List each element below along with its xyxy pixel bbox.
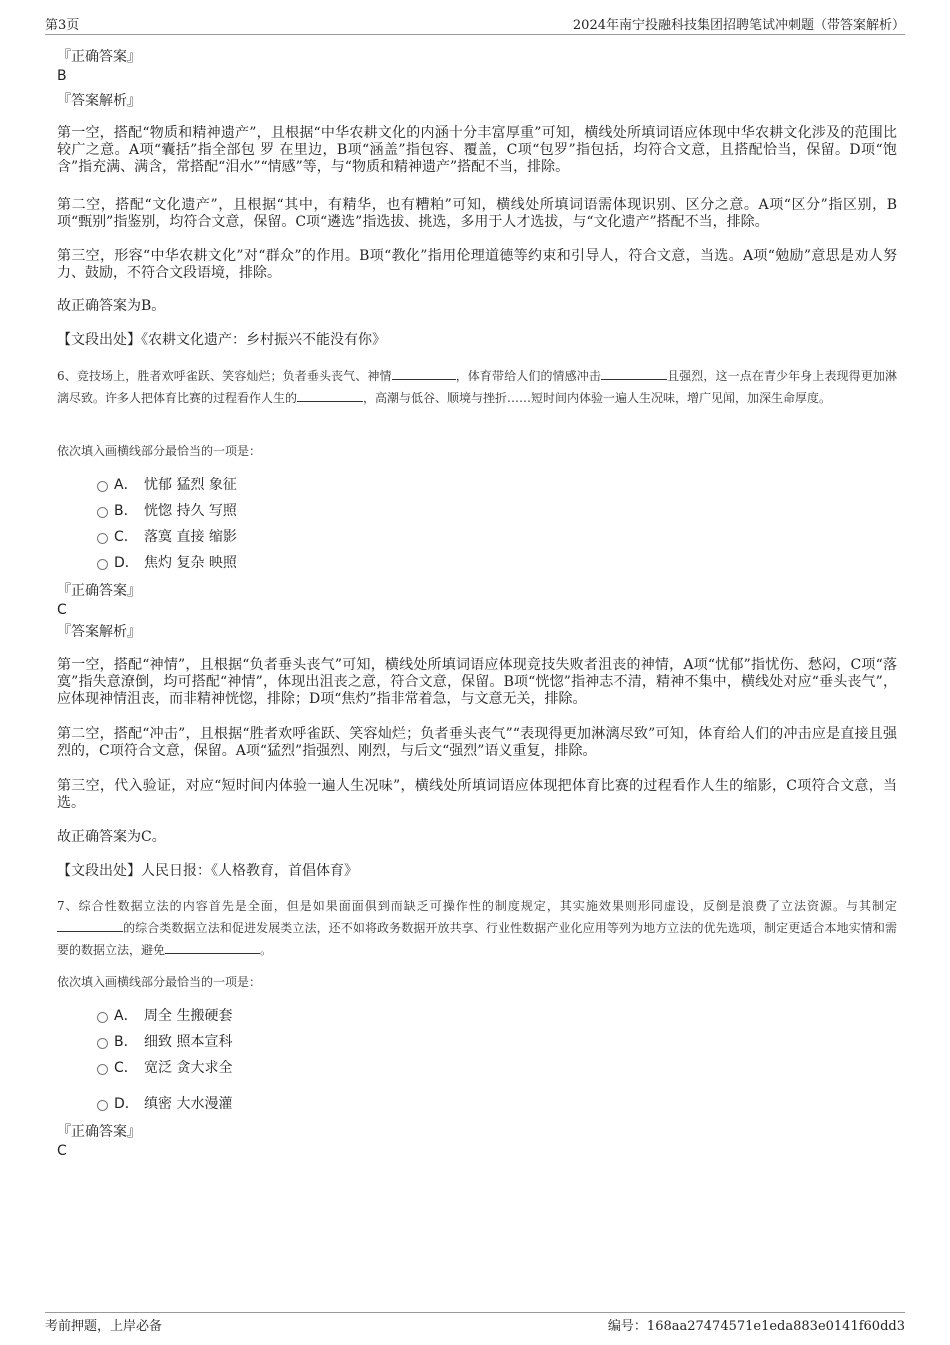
q6-correct-label: 『正确答案』 (57, 583, 141, 599)
document-title: 2024年南宁投融科技集团招聘笔试冲刺题（带答案解析） (572, 18, 905, 33)
q6-option-d[interactable]: D． 焦灼 复杂 映照 (97, 554, 237, 572)
q6-stem: 6、竞技场上，胜者欢呼雀跃、笑容灿烂；负者垂头丧气、神情 ，体育带给人们的情感冲击 且强烈，这一点在青少年身上表现得更加淋漓尽致。许多人把体育比赛的过程看作人生的 ，高潮与低谷、顺境与挫折……短时间内体验一遍人生况味，增广见闻，加深生命厚度。 (57, 365, 897, 409)
q7-stem: 7、综合性数据立法的内容首先是全面，但是如果面面俱到而缺乏可操作性的制度规定，其实施效果则形同虚设，反倒是浪费了立法资源。与其制定的综合类数据立法和促进发展类立法，还不如将政务数据开放共享、行业性数据产业化应用等列为地方立法的优先选项，制定更适合本地实情和需要的数据立法，避免 。 (57, 899, 897, 957)
q6-instruction: 依次填入画横线部分最恰当的一项是： (57, 444, 262, 458)
page-header (45, 14, 905, 35)
q5-analysis-1: 第一空，搭配“物质和精神遗产”，且根据“中华农耕文化的内涵十分丰富厚重”可知，横线处所填词语应体现中华农耕文化涉及的范围比较广之意。A项“囊括”指全部包 罗 在里边，B项“涵盖”指包容、覆盖，C项“包罗”指包括，均符合文意，且搭配恰当，保留。D项“饱含”指充满、满含，常搭配“泪水”“情感”等，与“物质和精神遗产”搭配不当，排除。 (57, 125, 897, 175)
footer-slogan: 考前押题，上岸必备 (45, 1319, 163, 1334)
q5-correct-label: 『正确答案』 (57, 49, 141, 65)
radio-icon[interactable] (97, 559, 108, 570)
q7-correct-label: 『正确答案』 (57, 1124, 141, 1140)
blank[interactable] (165, 939, 260, 954)
q5-analysis-label: 『答案解析』 (57, 93, 141, 109)
blank[interactable] (392, 365, 456, 380)
source-tag: 【文段出处】 (57, 863, 141, 879)
q5-answer: B (57, 68, 67, 84)
q5-source-text: 《农耕文化遗产：乡村振兴不能没有你》 (141, 332, 386, 348)
q5-conclusion: 故正确答案为B。 (57, 298, 166, 314)
q7-option-c[interactable]: C． 宽泛 贪大求全 (97, 1059, 232, 1077)
q7-answer: C (57, 1143, 67, 1159)
q6-answer: C (57, 602, 67, 618)
blank[interactable] (601, 365, 667, 380)
page-number: 第3页 (45, 18, 80, 33)
document-id: 编号：168aa27474571e1eda883e0141f60dd3 (607, 1319, 905, 1334)
q6-analysis-2: 第二空，搭配“冲击”，且根据“胜者欢呼雀跃、笑容灿烂；负者垂头丧气”“表现得更加淋漓尽致”可知，体育给人们的冲击应是直接且强烈的，C项符合文意，保留。A项“猛烈”指强烈、刚烈，与后文“强烈”语义重复，排除。 (57, 726, 897, 759)
page-footer (45, 1312, 905, 1334)
q6-analysis-3: 第三空，代入验证，对应“短时间内体验一遍人生况味”，横线处所填词语应体现把体育比赛的过程看作人生的缩影，C项符合文意，当选。 (57, 778, 897, 811)
radio-icon[interactable] (97, 533, 108, 544)
q5-analysis-2: 第二空，搭配“文化遗产”，且根据“其中，有精华，也有糟粕”可知，横线处所填词语需体现识别、区分之意。A项“区分”指区别，B项“甄别”指鉴别，均符合文意，保留。C项“遴选”指选拔、挑选，多用于人才选拔，与“文化遗产”搭配不当，排除。 (57, 197, 897, 230)
q7-instruction: 依次填入画横线部分最恰当的一项是： (57, 975, 262, 989)
q7-option-b[interactable]: B． 细致 照本宣科 (97, 1033, 232, 1051)
q5-source (57, 332, 897, 349)
q5-analysis-3: 第三空，形容“中华农耕文化”对“群众”的作用。B项“教化”指用伦理道德等约束和引导人，符合文意，当选。A项“勉励”意思是劝人努力、鼓励，不符合文段语境，排除。 (57, 248, 897, 281)
q6-source-text: 人民日报：《人格教育，首倡体育》 (141, 863, 358, 879)
source-tag: 【文段出处】 (57, 332, 141, 348)
radio-icon[interactable] (97, 481, 108, 492)
radio-icon[interactable] (97, 1012, 108, 1023)
blank[interactable] (57, 917, 123, 932)
q6-source (57, 863, 897, 880)
q6-analysis-label: 『答案解析』 (57, 624, 141, 640)
q6-conclusion: 故正确答案为C。 (57, 829, 166, 845)
blank[interactable] (297, 387, 363, 402)
radio-icon[interactable] (97, 1038, 108, 1049)
radio-icon[interactable] (97, 1100, 108, 1111)
radio-icon[interactable] (97, 1064, 108, 1075)
q6-analysis-1: 第一空，搭配“神情”，且根据“负者垂头丧气”可知，横线处所填词语应体现竞技失败者沮丧的神情，A项“忧郁”指忧伤、愁闷，C项“落寞”指失意潦倒，均可搭配“神情”，体现出沮丧之意，符合文意，保留。B项“恍惚”指神志不清，精神不集中，横线处对应“垂头丧气”，应体现神情沮丧，而非精神恍惚，排除；D项“焦灼”指非常着急，与文意无关，排除。 (57, 657, 897, 707)
q6-option-b[interactable]: B． 恍惚 持久 写照 (97, 502, 237, 520)
q7-option-d[interactable]: D． 缜密 大水漫灌 (97, 1095, 232, 1113)
radio-icon[interactable] (97, 507, 108, 518)
q7-option-a[interactable]: A． 周全 生搬硬套 (97, 1007, 232, 1025)
q6-option-a[interactable]: A． 忧郁 猛烈 象征 (97, 476, 237, 494)
q6-option-c[interactable]: C． 落寞 直接 缩影 (97, 528, 237, 546)
